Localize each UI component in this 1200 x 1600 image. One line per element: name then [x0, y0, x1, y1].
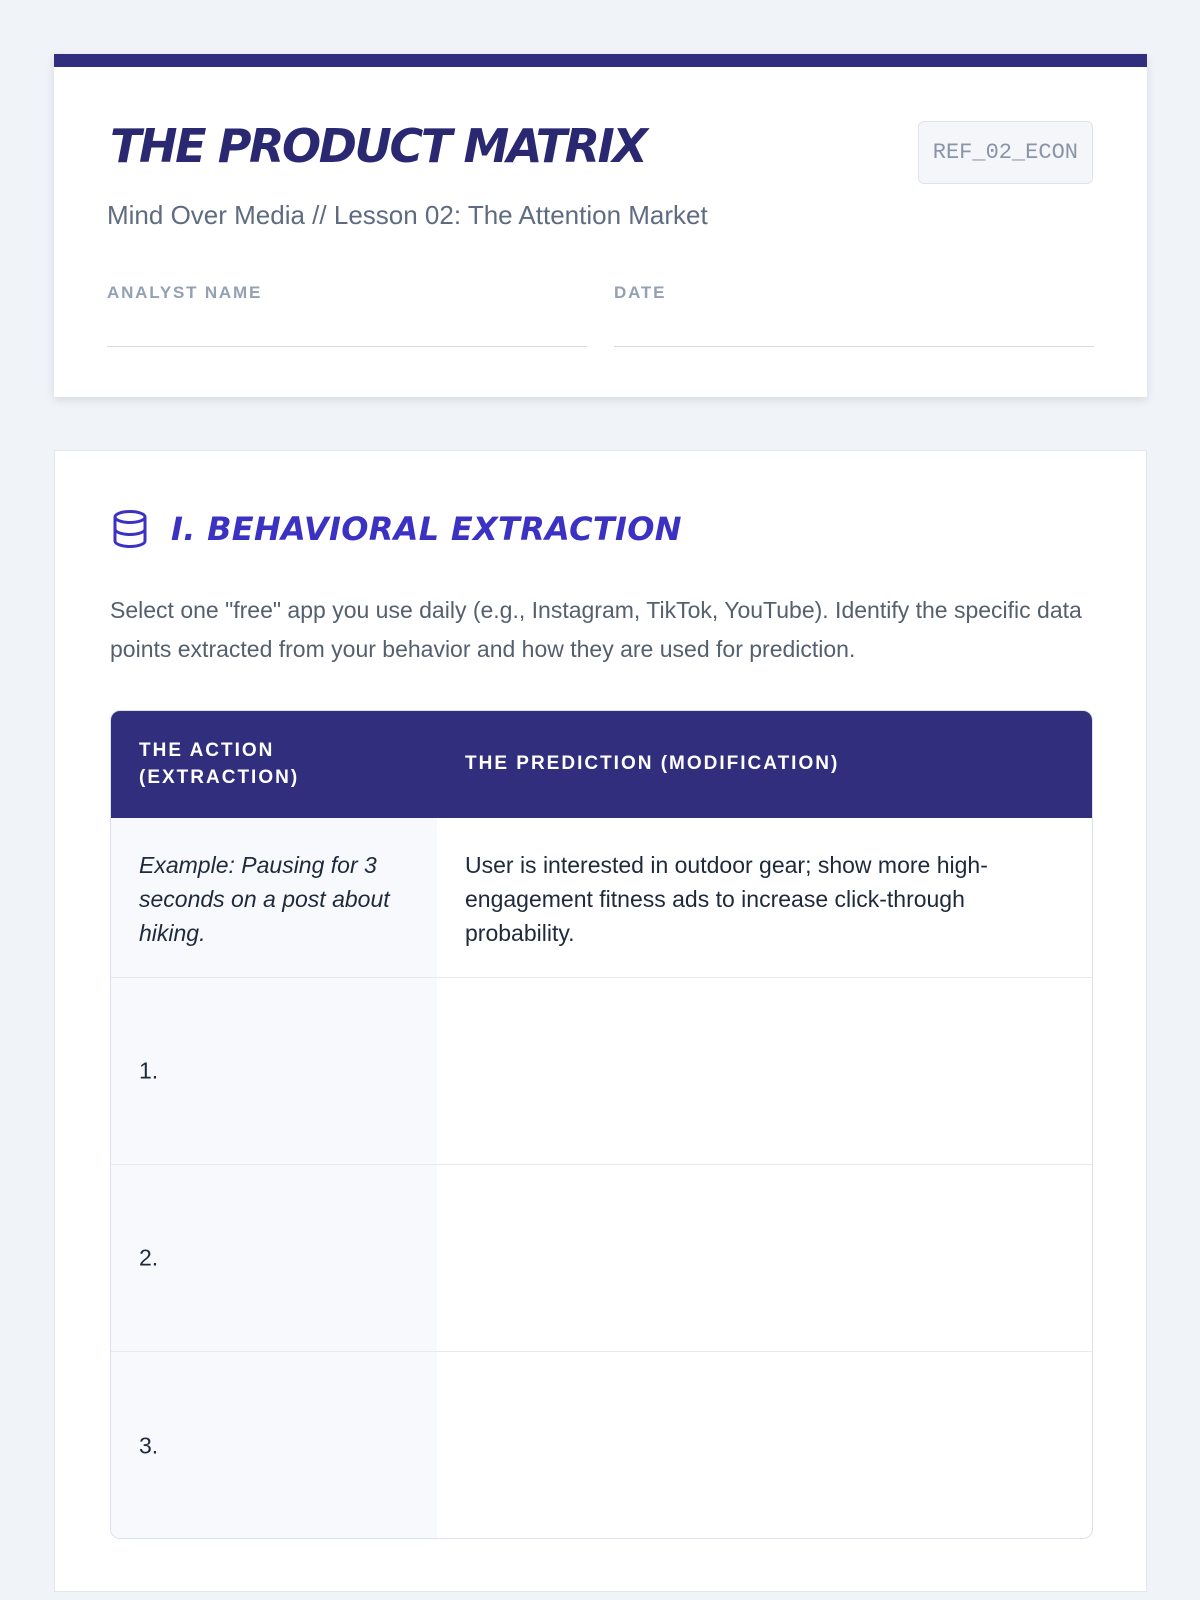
- example-prediction-cell: User is interested in outdoor gear; show more high-engagement fitness ads to increase click-through probability.: [465, 852, 988, 946]
- table-header-row: [111, 711, 1092, 818]
- prediction-answer-cell[interactable]: [437, 1165, 1092, 1351]
- date-field[interactable]: [614, 283, 1094, 303]
- section-heading: [111, 509, 682, 549]
- worksheet-title: THE PRODUCT MATRIX: [110, 119, 646, 173]
- analyst-name-line[interactable]: [107, 346, 587, 347]
- section-title: I. BEHAVIORAL EXTRACTION: [171, 510, 682, 548]
- reference-code-badge: REF_02_ECON: [918, 121, 1093, 184]
- row-number: 2.: [139, 1244, 159, 1271]
- table-row: [111, 1352, 1092, 1539]
- prediction-answer-cell[interactable]: [437, 1352, 1092, 1539]
- date-label: DATE: [614, 283, 667, 302]
- table-row: [111, 978, 1092, 1165]
- date-line[interactable]: [614, 346, 1094, 347]
- prediction-answer-cell[interactable]: [437, 978, 1092, 1164]
- example-action-cell: Example: Pausing for 3 seconds on a post about hiking.: [139, 852, 390, 946]
- extraction-matrix-table: [110, 710, 1093, 1539]
- table-row: [111, 1165, 1092, 1352]
- table-row-example: [111, 818, 1092, 978]
- row-number: 1.: [139, 1057, 159, 1084]
- column-header-action: THE ACTION (EXTRACTION): [139, 740, 300, 788]
- analyst-name-label: ANALYST NAME: [107, 283, 263, 302]
- behavioral-extraction-section: [54, 450, 1147, 1592]
- database-icon: [111, 509, 149, 549]
- section-instructions: Select one "free" app you use daily (e.g., Instagram, TikTok, YouTube). Identify the specific data points extracted from your behavior and how they are used for prediction.: [110, 597, 1082, 662]
- column-header-prediction: THE PREDICTION (MODIFICATION): [465, 753, 840, 774]
- worksheet-subtitle: Mind Over Media // Lesson 02: The Attention Market: [107, 200, 708, 230]
- worksheet-header-card: [54, 54, 1147, 397]
- row-number: 3.: [139, 1432, 159, 1459]
- analyst-name-field[interactable]: [107, 283, 587, 303]
